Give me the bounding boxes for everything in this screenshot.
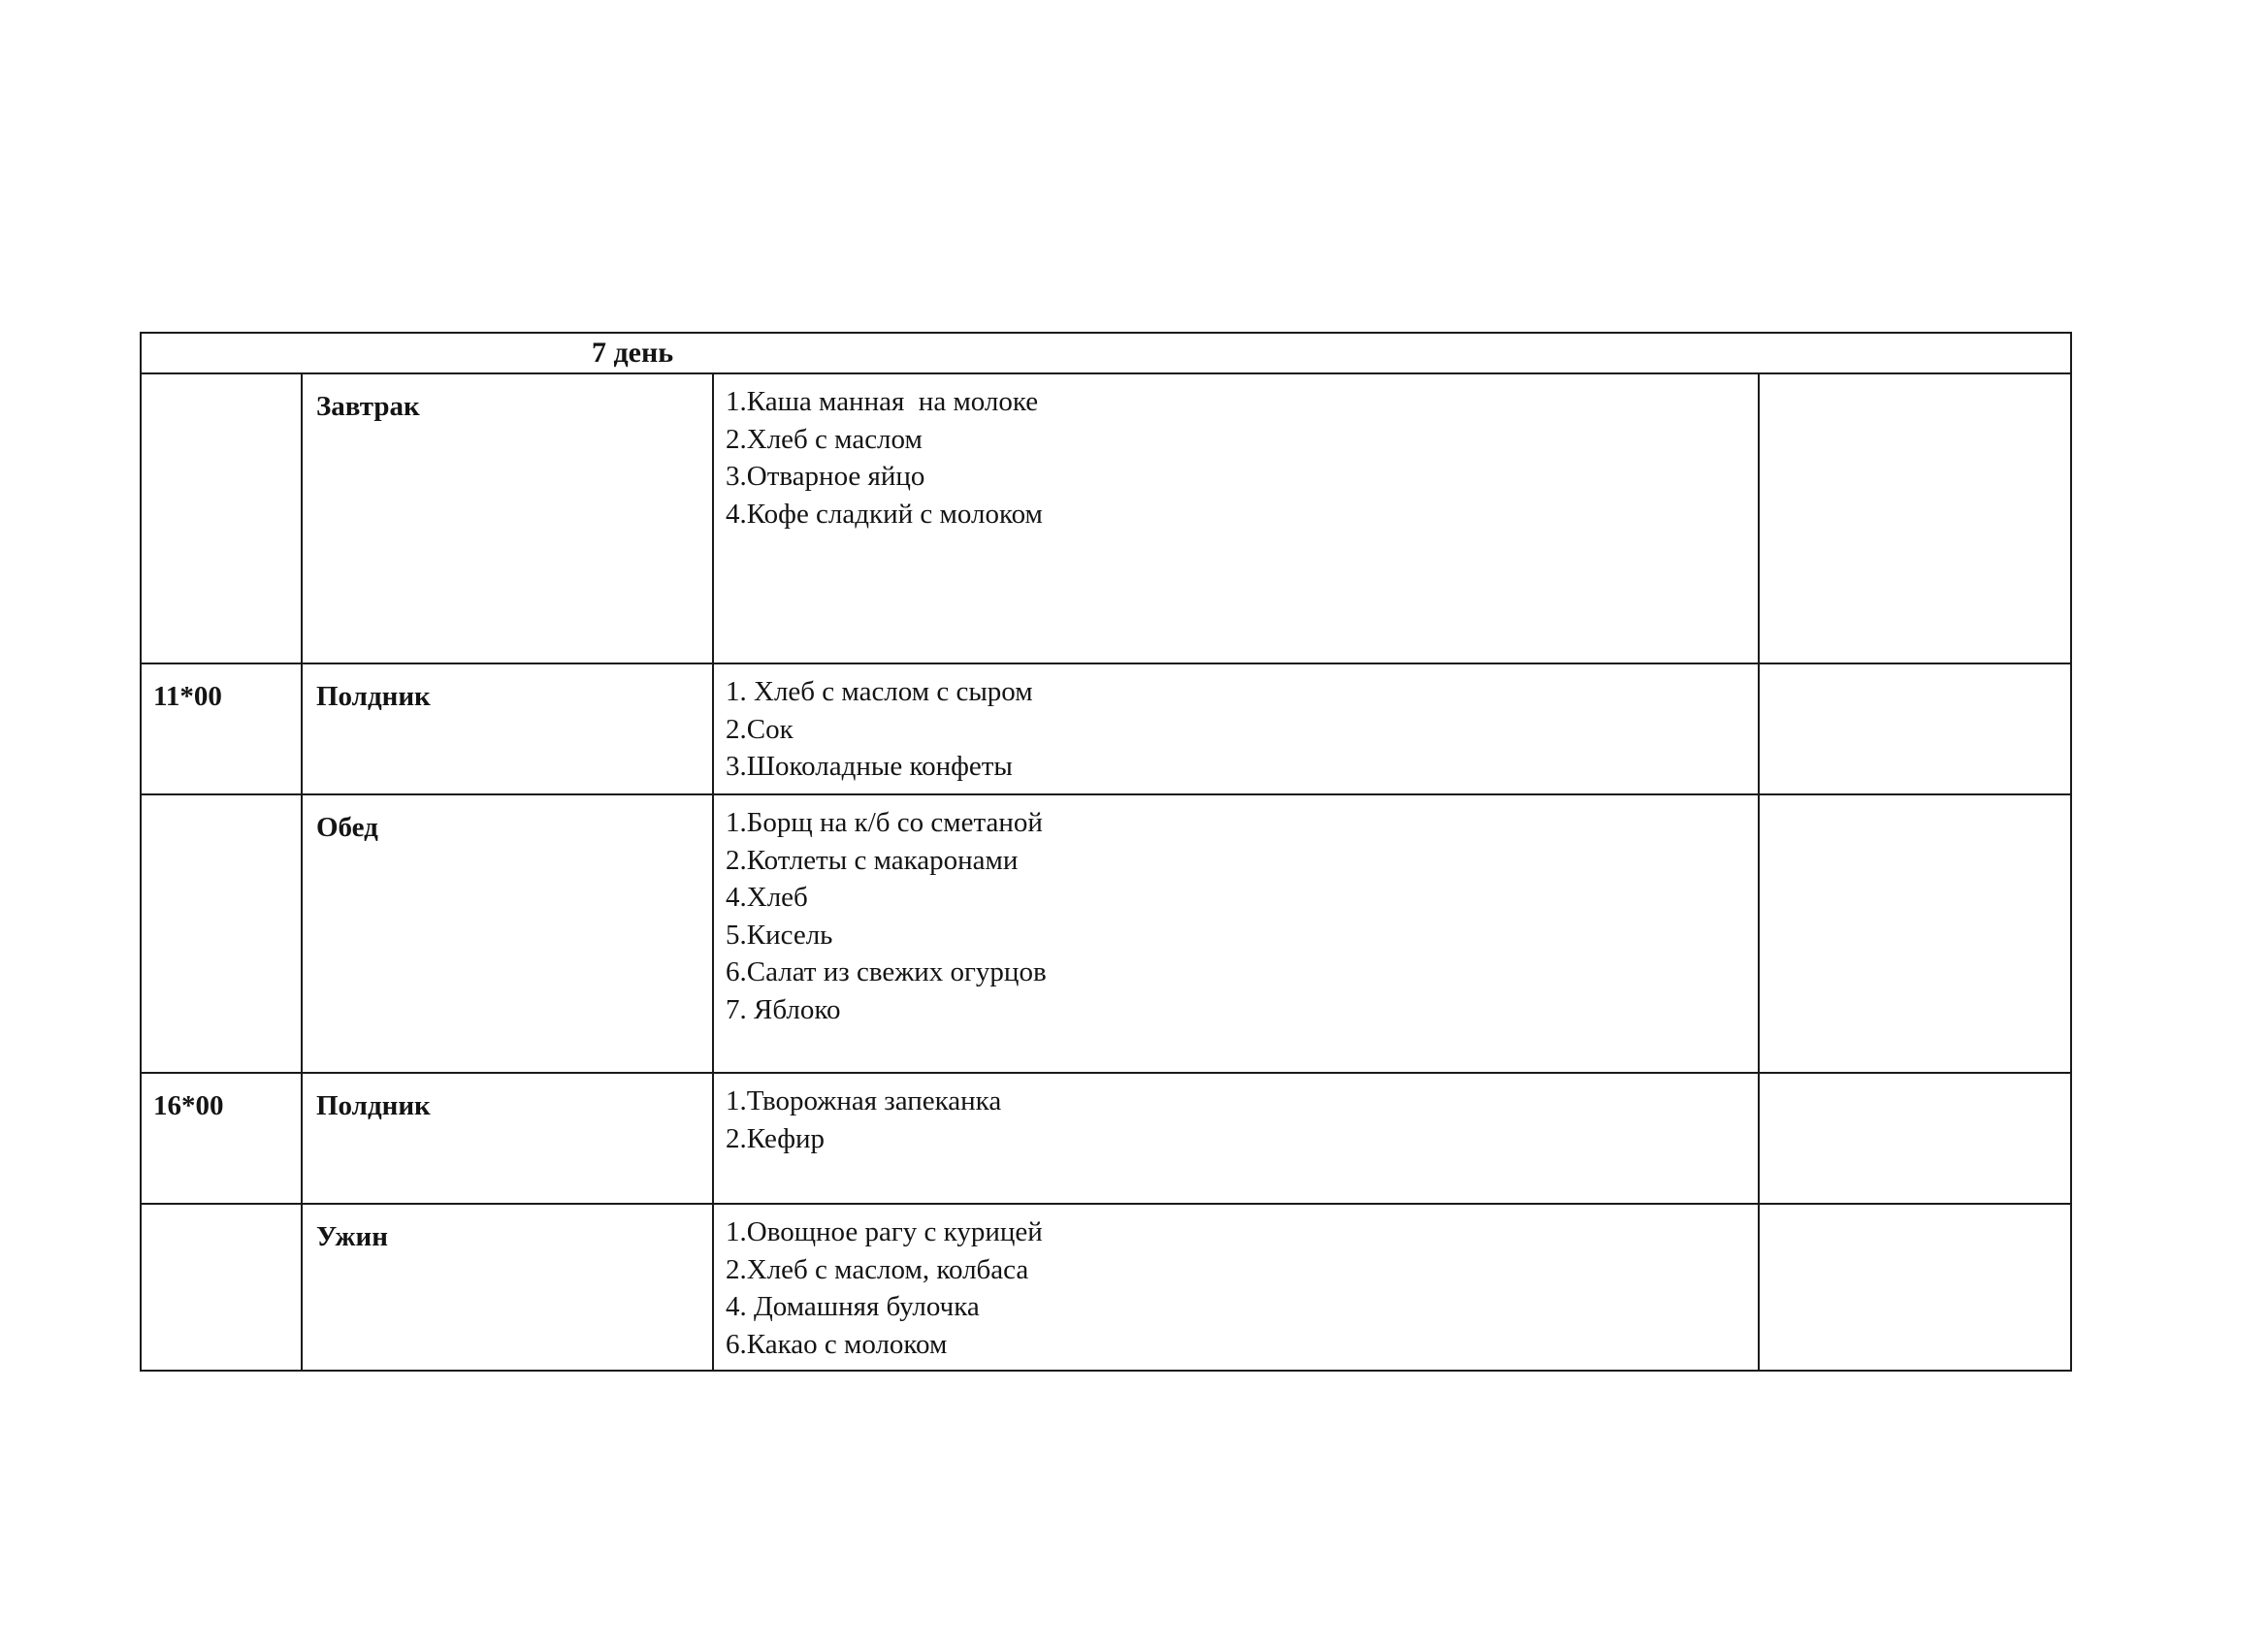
meal-items xyxy=(713,1073,1759,1204)
meal-items xyxy=(713,1204,1759,1371)
meal-time xyxy=(141,1204,302,1371)
list-item: 1.Борщ на к/б со сметаной xyxy=(726,807,1043,838)
list-item: 6.Какао с молоком xyxy=(726,1328,948,1360)
empty-cell xyxy=(1759,373,2071,663)
list-item: 6.Салат из свежих огурцов xyxy=(726,956,1047,987)
list-item: 3.Отварное яйцо xyxy=(726,461,925,492)
empty-cell xyxy=(1759,794,2071,1073)
list-item: 2.Котлеты с макаронами xyxy=(726,844,1019,876)
empty-cell xyxy=(1759,1073,2071,1204)
list-item: 1.Каша манная на молоке xyxy=(726,386,1039,417)
table-row xyxy=(141,1204,2071,1371)
meal-name: Полдник xyxy=(302,1073,713,1204)
meal-items xyxy=(713,373,1759,663)
list-item: 3.Шоколадные конфеты xyxy=(726,751,1013,782)
meal-name: Ужин xyxy=(302,1204,713,1371)
list-item: 4.Кофе сладкий с молоком xyxy=(726,498,1043,530)
table-row xyxy=(141,663,2071,794)
table-row xyxy=(141,794,2071,1073)
list-item: 1. Хлеб с маслом с сыром xyxy=(726,676,1033,707)
list-item: 2.Кефир xyxy=(726,1122,826,1154)
list-item: 1.Творожная запеканка xyxy=(726,1085,1002,1116)
meal-name: Обед xyxy=(302,794,713,1073)
meal-items xyxy=(713,663,1759,794)
meal-time xyxy=(141,794,302,1073)
menu-table xyxy=(140,332,2072,1372)
list-item: 1.Овощное рагу с курицей xyxy=(726,1216,1043,1247)
table-header-row xyxy=(141,333,2071,373)
empty-cell xyxy=(1759,1204,2071,1371)
list-item: 2.Сок xyxy=(726,713,794,745)
meal-name: Завтрак xyxy=(302,373,713,663)
meal-items xyxy=(713,794,1759,1073)
list-item: 2.Хлеб с маслом, колбаса xyxy=(726,1253,1029,1285)
list-item: 4.Хлеб xyxy=(726,882,808,913)
list-item: 5.Кисель xyxy=(726,919,833,951)
meal-time xyxy=(141,373,302,663)
list-item: 2.Хлеб с маслом xyxy=(726,423,923,455)
meal-time: 16*00 xyxy=(141,1073,302,1204)
list-item: 4. Домашняя булочка xyxy=(726,1291,980,1322)
list-item: 7. Яблоко xyxy=(726,993,841,1025)
empty-cell xyxy=(1759,663,2071,794)
meal-time: 11*00 xyxy=(141,663,302,794)
day-title: 7 день xyxy=(141,333,2071,373)
table-row xyxy=(141,1073,2071,1204)
meal-name: Полдник xyxy=(302,663,713,794)
table-row xyxy=(141,373,2071,663)
